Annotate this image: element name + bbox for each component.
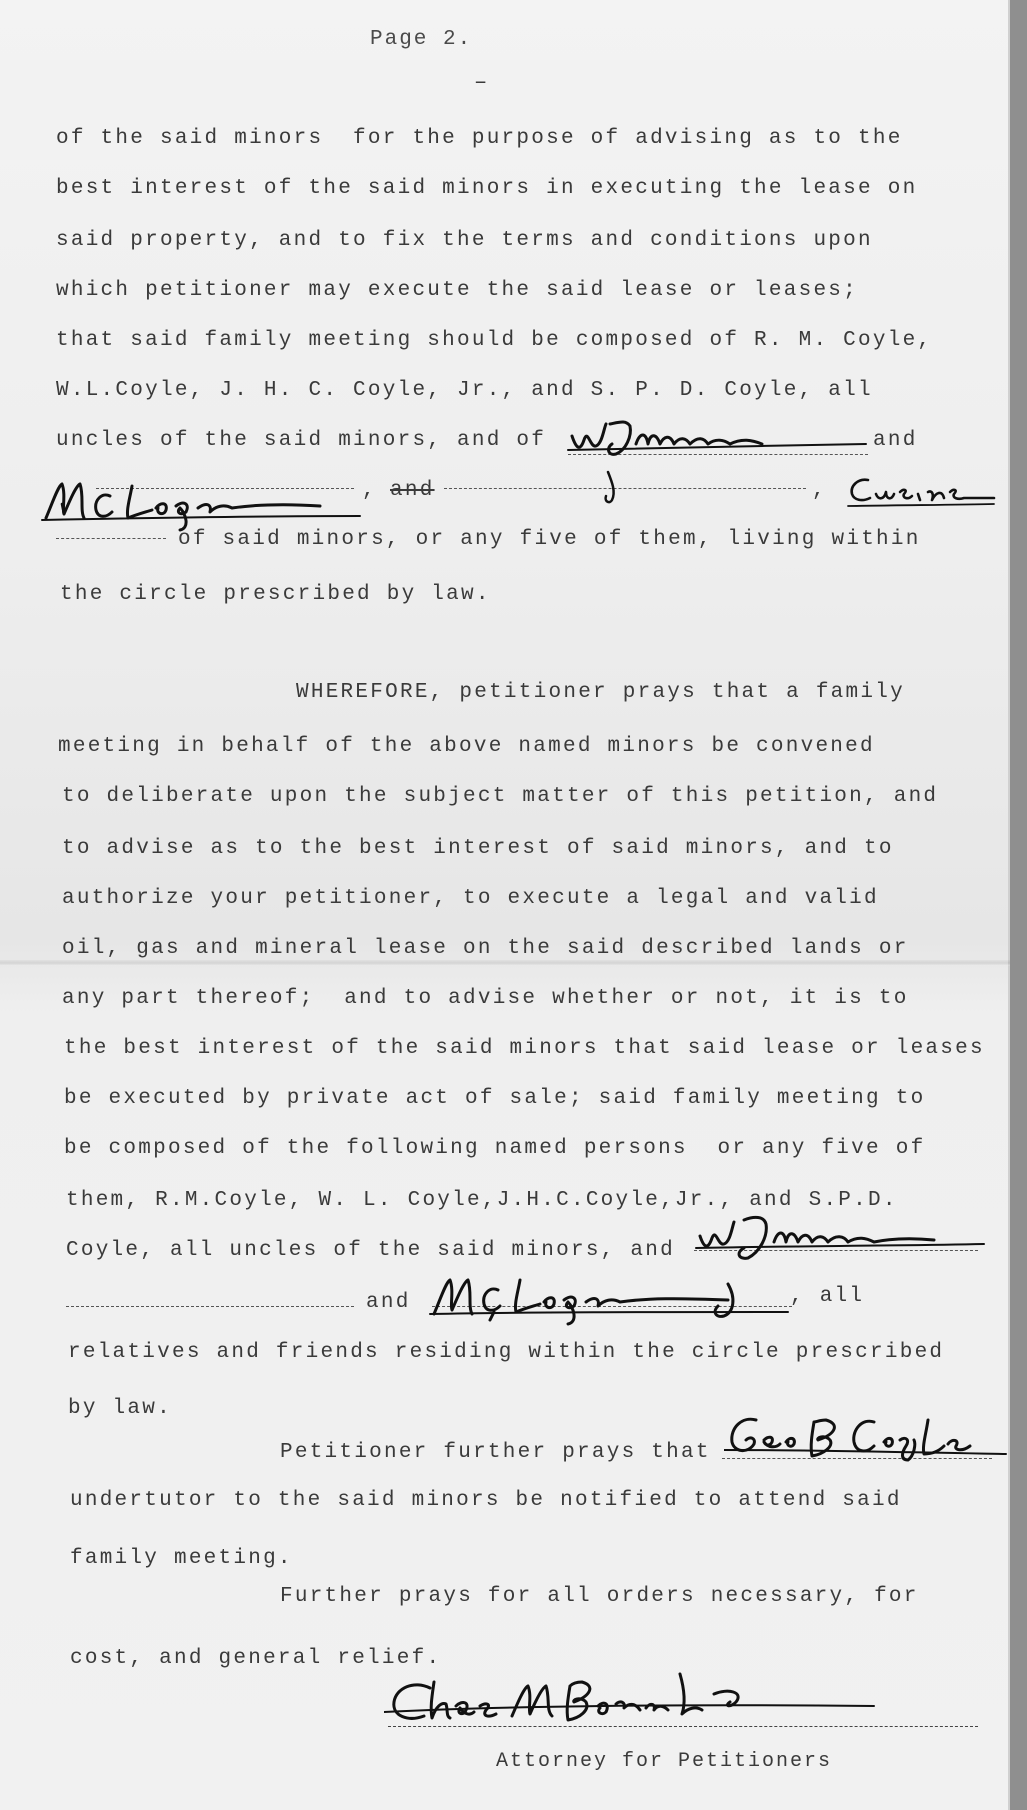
body-line-7: [56, 428, 546, 454]
body-line-4: which petitioner may execute the said lease or leases;: [56, 279, 859, 302]
body-line-6: W.L.Coyle, J. H. C. Coyle, Jr., and S. P. D. Coyle, all: [56, 379, 873, 402]
body-line-29: Further prays for all orders necessary, for: [280, 1585, 919, 1608]
comma-2: ,: [812, 479, 827, 502]
body-line-7-end: and: [873, 429, 918, 452]
body-line-7-text: uncles of the said minors, and of: [56, 429, 547, 452]
body-line-20: them, R.M.Coyle, W. L. Coyle,J.H.C.Coyle,Jr., and S.P.D.: [66, 1189, 898, 1212]
ink-mark: –: [474, 70, 490, 95]
body-line-2: best interest of the said minors in executing the lease on: [56, 177, 918, 200]
body-line-25: by law.: [68, 1397, 172, 1420]
wherefore-line: WHEREFORE, petitioner prays that a family: [296, 681, 905, 704]
blank-relative-2: [96, 470, 354, 498]
body-line-23: , all: [790, 1285, 865, 1308]
body-line-22: and: [366, 1291, 411, 1314]
body-line-11: meeting in behalf of the above named minors be convened: [58, 735, 875, 758]
body-line-27: undertutor to the said minors be notified to attend said: [70, 1489, 902, 1512]
body-line-9: the circle prescribed by law.: [60, 583, 491, 606]
body-line-5: that said family meeting should be composed of R. M. Coyle,: [56, 329, 933, 352]
body-line-1: of the said minors for the purpose of advising as to the: [56, 127, 903, 150]
body-line-16: any part thereof; and to advise whether or not, it is to: [62, 987, 909, 1010]
body-line-24: relatives and friends residing within the circle prescribed: [68, 1341, 945, 1364]
blank-relative-4: [694, 1232, 978, 1260]
blank-undertutor: [722, 1440, 992, 1468]
body-line-3: said property, and to fix the terms and conditions upon: [56, 229, 873, 252]
blank-relationship: [56, 520, 166, 548]
attorney-title: Attorney for Petitioners: [496, 1750, 833, 1773]
body-line-8: of said minors, or any five of them, living within: [178, 528, 921, 551]
page-number: Page 2.: [370, 28, 473, 51]
body-line-15: oil, gas and mineral lease on the said described lands or: [62, 937, 909, 960]
body-line-28: family meeting.: [70, 1547, 293, 1570]
blank-relative-1: [568, 436, 868, 464]
blank-relative-5: [66, 1288, 354, 1316]
body-line-21: Coyle, all uncles of the said minors, and: [66, 1239, 675, 1262]
body-line-30: cost, and general relief.: [70, 1647, 442, 1670]
comma-1: ,: [362, 479, 377, 502]
body-line-13: to advise as to the best interest of said minors, and to: [62, 837, 894, 860]
body-line-26: Petitioner further prays that: [280, 1441, 711, 1464]
body-line-19: be composed of the following named persons or any five of: [64, 1137, 926, 1160]
body-line-18: be executed by private act of sale; said family meeting to: [64, 1087, 926, 1110]
page-edge: [1010, 0, 1027, 1810]
struck-and: and: [390, 479, 435, 502]
blank-relative-3: [444, 470, 806, 498]
body-line-14: authorize your petitioner, to execute a legal and valid: [62, 887, 879, 910]
blank-relative-6: [432, 1288, 792, 1316]
body-line-17: the best interest of the said minors that said lease or leases: [64, 1037, 985, 1060]
body-line-12: to deliberate upon the subject matter of this petition, and: [62, 785, 939, 808]
